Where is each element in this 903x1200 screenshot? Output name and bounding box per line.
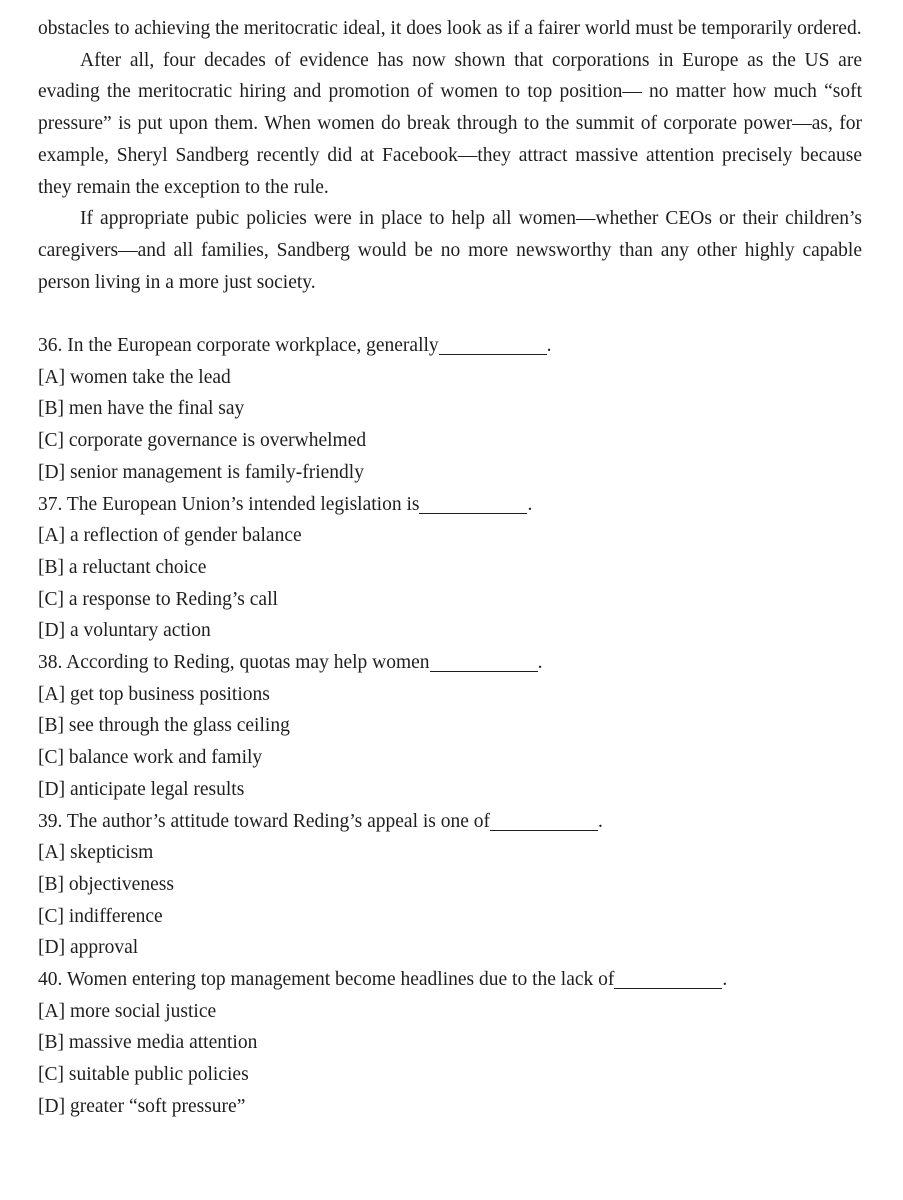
- question-36: [38, 330, 862, 489]
- answer-blank: [439, 334, 547, 355]
- question-38: [38, 647, 862, 806]
- option-b: [B] objectiveness: [38, 873, 174, 895]
- option-a: [A] get top business positions: [38, 683, 270, 705]
- option-d: [D] a voluntary action: [38, 620, 211, 642]
- answer-blank: [430, 651, 538, 672]
- question-stem: [38, 330, 862, 362]
- option-d: [D] senior management is family-friendly: [38, 461, 364, 483]
- document-page: [38, 13, 862, 1123]
- stem-end-punctuation: .: [546, 335, 552, 357]
- option-b: [B] see through the glass ceiling: [38, 715, 290, 737]
- question-stem-text: 38. According to Reding, quotas may help women: [38, 652, 430, 674]
- answer-blank: [490, 809, 598, 830]
- question-stem-text: 36. In the European corporate workplace, generally: [38, 335, 439, 357]
- question-stem: [38, 964, 862, 996]
- option-b: [B] men have the final say: [38, 398, 245, 420]
- option-a: [A] more social justice: [38, 1000, 217, 1022]
- option-b: [B] massive media attention: [38, 1032, 258, 1054]
- option-a: [A] skepticism: [38, 842, 154, 864]
- answer-blank: [614, 968, 722, 989]
- option-a: [A] a reflection of gender balance: [38, 525, 302, 547]
- option-a: [A] women take the lead: [38, 366, 231, 388]
- question-stem-text: 37. The European Union’s intended legislation is: [38, 493, 420, 515]
- stem-end-punctuation: .: [598, 810, 603, 832]
- option-c: [C] indifference: [38, 905, 163, 927]
- question-stem-text: 40. Women entering top management become headlines due to the lack of: [38, 969, 615, 991]
- option-d: [D] approval: [38, 937, 139, 959]
- passage: [38, 13, 862, 298]
- question-39: [38, 806, 862, 965]
- question-list: [38, 330, 862, 1123]
- question-stem: [38, 647, 862, 679]
- passage-paragraph-1: obstacles to achieving the meritocratic ideal, it does look as if a fairer world must be temporarily ordered.: [38, 18, 862, 39]
- stem-end-punctuation: .: [527, 493, 533, 515]
- stem-end-punctuation: .: [537, 652, 543, 674]
- question-37: [38, 489, 862, 648]
- stem-end-punctuation: .: [722, 969, 728, 991]
- question-stem-text: 39. The author’s attitude toward Reding’s appeal is one of: [38, 810, 491, 832]
- passage-paragraph-3: If appropriate pubic policies were in place to help all women—whether CEOs or their children’s caregivers—and all families, Sandberg would be no more newsworthy than any other highly capable person living in a more just society.: [38, 208, 862, 293]
- option-d: [D] anticipate legal results: [38, 778, 245, 800]
- option-c: [C] corporate governance is overwhelmed: [38, 430, 367, 452]
- question-40: [38, 964, 862, 1123]
- option-c: [C] suitable public policies: [38, 1064, 249, 1086]
- passage-paragraph-2: After all, four decades of evidence has now shown that corporations in Europe as the US are evading the meritocratic hiring and promotion of women to top position— no matter how much “soft pressure” is put upon them. When women do break through to the summit of corporate power—as, for example, Sheryl Sandberg recently did at Facebook—they attract massive attention precisely because they remain the exception to the rule.: [38, 49, 862, 198]
- answer-blank: [419, 492, 527, 513]
- option-b: [B] a reluctant choice: [38, 556, 207, 578]
- question-stem: [38, 806, 862, 838]
- option-c: [C] balance work and family: [38, 747, 263, 769]
- question-stem: [38, 489, 862, 521]
- option-c: [C] a response to Reding’s call: [38, 588, 278, 610]
- option-d: [D] greater “soft pressure”: [38, 1095, 246, 1117]
